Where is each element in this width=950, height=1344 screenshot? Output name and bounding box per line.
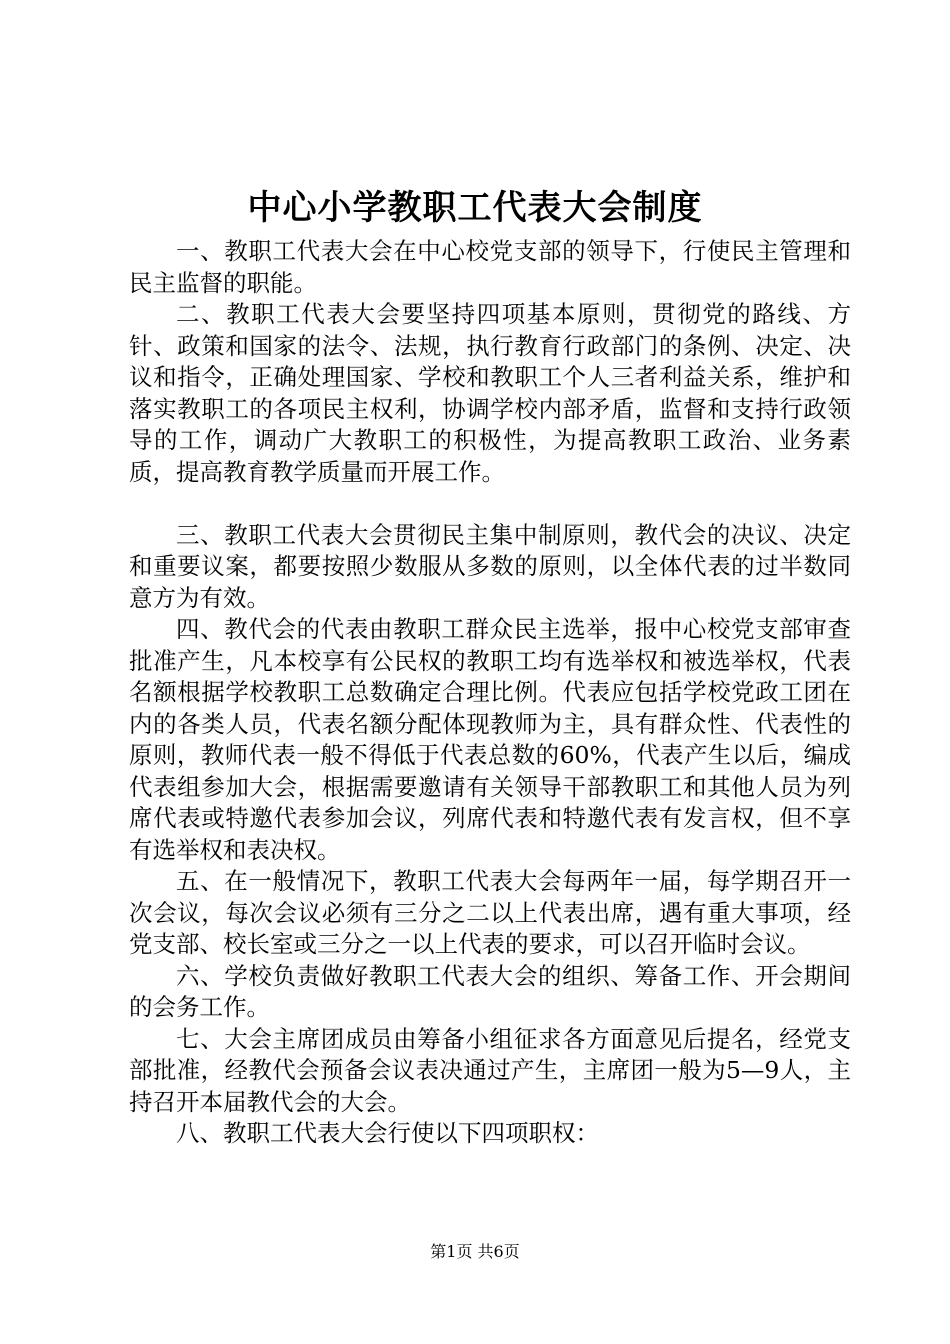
paragraph-spacer: [129, 488, 851, 520]
paragraph-7: 七、大会主席团成员由筹备小组征求各方面意见后提名，经党支部批准，经教代会预备会议表决通过产生，主席团一般为5—9人，主持召开本届教代会的大会。: [129, 1024, 851, 1116]
paragraph-4: 四、教代会的代表由教职工群众民主选举，报中心校党支部审查批准产生，凡本校享有公民权的教职工均有选举权和被选举权，代表名额根据学校教职工总数确定合理比例。代表应包括学校党政工团在内的各类人员，代表名额分配体现教师为主，具有群众性、代表性的原则，教师代表一般不得低于代表总数的60%，代表产生以后，编成代表组参加大会，根据需要邀请有关领导干部教职工和其他人员为列席代表或特邀代表参加会议，列席代表和特邀代表有发言权，但不享有选举权和表决权。: [129, 615, 851, 864]
paragraph-2: 二、教职工代表大会要坚持四项基本原则，贯彻党的路线、方针、政策和国家的法令、法规，执行教育行政部门的条例、决定、决议和指令，正确处理国家、学校和教职工个人三者利益关系，维护和落实教职工的各项民主权利，协调学校内部矛盾，监督和支持行政领导的工作，调动广大教职工的积极性，为提高教职工政治、业务素质，提高教育教学质量而开展工作。: [129, 300, 851, 486]
paragraph-8: 八、教职工代表大会行使以下四项职权：: [176, 1119, 599, 1147]
paragraph-6: 六、学校负责做好教职工代表大会的组织、筹备工作、开会期间的会务工作。: [129, 961, 851, 1021]
document-title: 中心小学教职工代表大会制度: [247, 188, 703, 228]
paragraph-5: 五、在一般情况下，教职工代表大会每两年一届，每学期召开一次会议，每次会议必须有三分之二以上代表出席，遇有重大事项，经党支部、校长室或三分之一以上代表的要求，可以召开临时会议。: [129, 867, 851, 958]
page-footer: 第1页 共6页: [430, 1242, 520, 1261]
document-body: [129, 236, 851, 1150]
paragraph-1: 一、教职工代表大会在中心校党支部的领导下，行使民主管理和民主监督的职能。: [129, 237, 851, 297]
paragraph-3: 三、教职工代表大会贯彻民主集中制原则，教代会的决议、决定和重要议案，都要按照少数服从多数的原则，以全体代表的过半数同意方为有效。: [129, 520, 851, 612]
